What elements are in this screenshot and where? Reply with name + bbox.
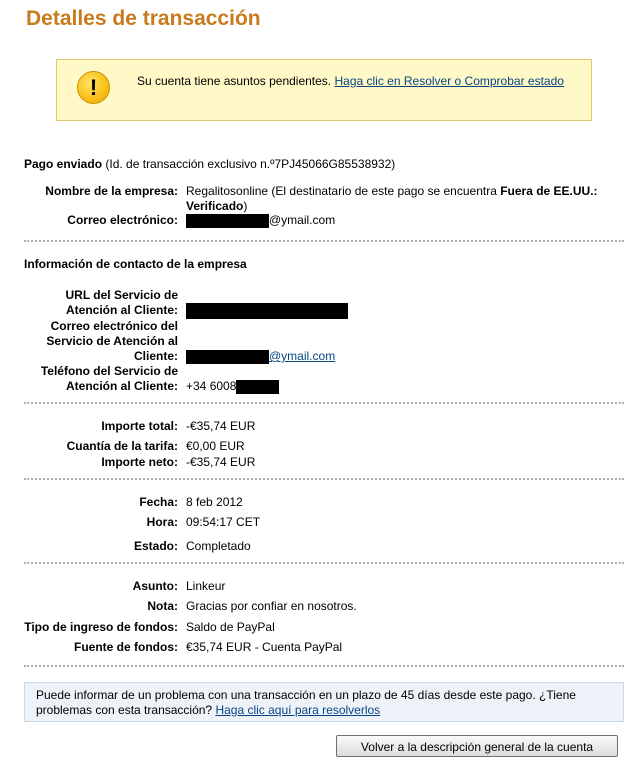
alert-text: Su cuenta tiene asuntos pendientes.	[137, 74, 335, 88]
date-label: Fecha:	[139, 495, 178, 509]
page-title: Detalles de transacción	[26, 7, 261, 30]
contact-email-label-line: Cliente:	[133, 349, 178, 363]
company-verified-close: )	[243, 199, 248, 213]
redacted-block	[186, 214, 269, 228]
contact-email-label-line: Correo electrónico del	[50, 319, 178, 333]
funding-source-label: Fuente de fondos:	[74, 640, 178, 654]
resolve-problem-link[interactable]: Haga clic aquí para resolverlos	[215, 703, 381, 717]
back-to-account-overview-button[interactable]: Volver a la descripción general de la cuenta	[336, 735, 618, 757]
fee-label: Cuantía de la tarifa:	[66, 439, 178, 453]
phone-prefix: +34 6008	[186, 379, 237, 393]
status-value: Completado	[186, 539, 251, 553]
phone-label-line: Atención al Cliente:	[65, 379, 178, 393]
company-value	[186, 184, 626, 214]
subject-value: Linkeur	[186, 579, 226, 593]
contact-email-label	[2, 319, 178, 364]
company-name: Regalitosonline (El destinatario de este pago se encuentra	[186, 184, 501, 198]
company-location: Fuera de EE.UU.:	[500, 184, 598, 198]
email-value	[186, 213, 335, 228]
funding-type-label: Tipo de ingreso de fondos:	[24, 620, 178, 634]
resolve-link[interactable]: Haga clic en Resolver o Comprobar estado	[334, 74, 564, 88]
phone-label	[2, 364, 178, 394]
contact-email-link[interactable]: @ymail.com	[269, 349, 336, 363]
url-value	[186, 303, 348, 319]
note-value: Gracias por confiar en nosotros.	[186, 599, 357, 613]
subject-label: Asunto:	[132, 579, 178, 593]
fee-value: €0,00 EUR	[186, 439, 245, 453]
funding-type-value: Saldo de PayPal	[186, 620, 275, 634]
company-verified: Verificado	[186, 199, 244, 213]
contact-heading: Información de contacto de la empresa	[24, 257, 247, 271]
total-value: -€35,74 EUR	[186, 419, 256, 433]
date-value: 8 feb 2012	[186, 495, 243, 509]
url-label	[2, 288, 178, 318]
contact-email-label-line: Servicio de Atención al	[46, 334, 178, 348]
contact-email-value	[186, 349, 335, 364]
redacted-block	[186, 350, 269, 364]
status-label: Estado:	[133, 539, 178, 553]
divider	[24, 562, 624, 564]
divider	[24, 402, 624, 404]
alert-message	[137, 74, 564, 88]
pending-issues-alert	[56, 59, 592, 121]
divider	[24, 240, 624, 242]
divider	[24, 478, 624, 480]
url-label-line: URL del Servicio de	[65, 288, 178, 302]
total-label: Importe total:	[101, 419, 178, 433]
email-suffix: @ymail.com	[269, 213, 336, 227]
divider	[24, 665, 624, 667]
net-label: Importe neto:	[101, 455, 178, 469]
transaction-id: (Id. de transacción exclusivo n.º7PJ45066G85538932)	[105, 157, 396, 171]
phone-value	[186, 379, 279, 394]
company-label: Nombre de la empresa:	[45, 184, 178, 198]
exclamation-icon: !	[77, 71, 110, 104]
note-label: Nota:	[147, 599, 178, 613]
funding-source-value: €35,74 EUR - Cuenta PayPal	[186, 640, 343, 654]
report-problem-text: Puede informar de un problema con una transacción en un plazo de 45 días desde este pago. ¿Tiene problemas con esta transacción?	[36, 688, 576, 717]
redacted-block	[186, 303, 348, 319]
payment-summary	[24, 157, 395, 171]
net-value: -€35,74 EUR	[186, 455, 256, 469]
email-label: Correo electrónico:	[67, 213, 178, 227]
phone-label-line: Teléfono del Servicio de	[40, 364, 178, 378]
report-problem-box	[24, 682, 624, 722]
time-value: 09:54:17 CET	[186, 515, 261, 529]
redacted-block	[236, 380, 279, 394]
time-label: Hora:	[146, 515, 178, 529]
payment-status-label: Pago enviado	[24, 157, 103, 171]
url-label-line: Atención al Cliente:	[65, 303, 178, 317]
